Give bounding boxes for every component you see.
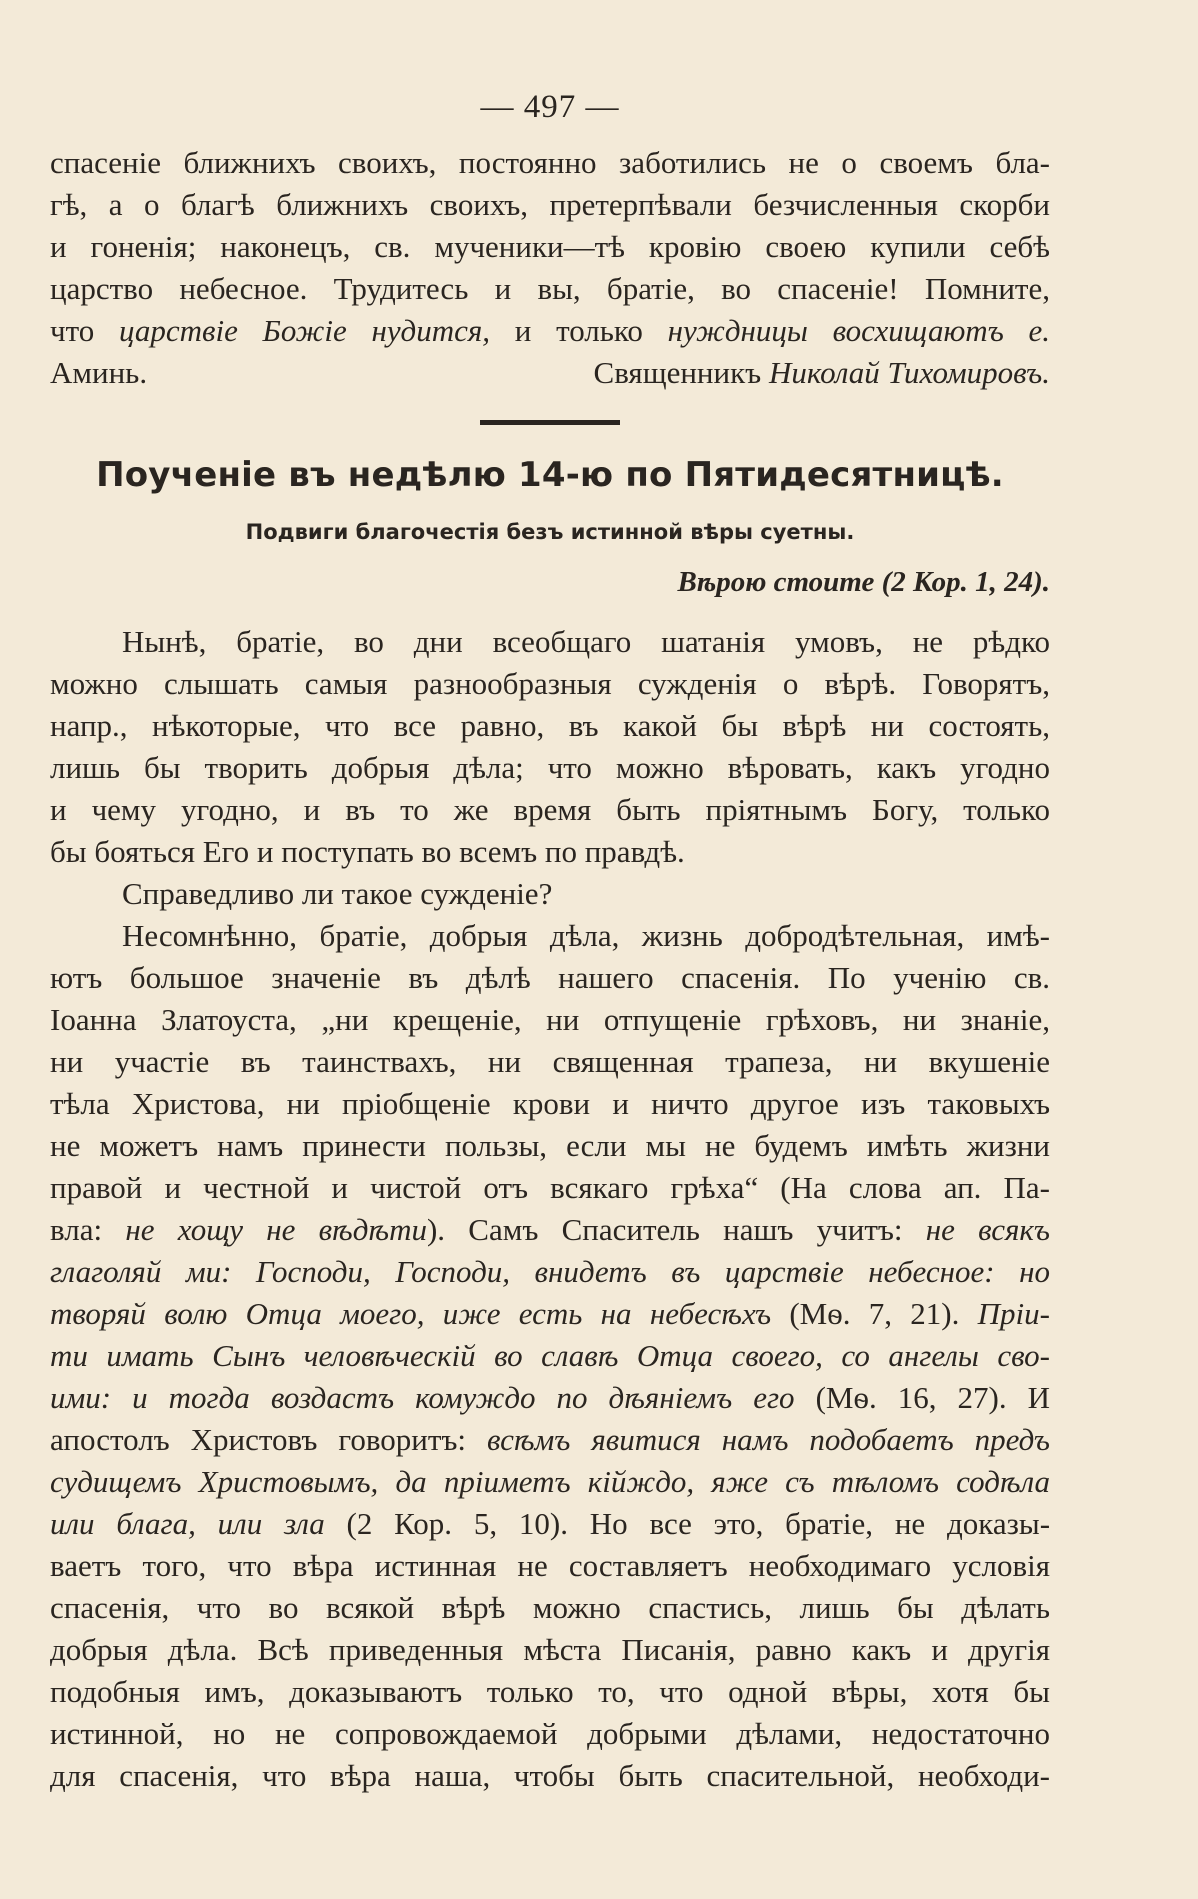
text-run: ). Самъ Спаситель нашъ учитъ: bbox=[426, 1212, 903, 1247]
epigraph-reference: (2 Кор. 1, 24). bbox=[881, 566, 1050, 598]
text-line bbox=[50, 1503, 1050, 1545]
text-line: для спасенія, что вѣра наша, чтобы быть спасительной, необходи- bbox=[50, 1758, 1050, 1793]
scripture-quote: царствіе Божіе нудится, bbox=[118, 313, 491, 348]
scripture-quote: не всякъ bbox=[925, 1212, 1050, 1247]
text-line: добрыя дѣла. Всѣ приведенныя мѣста Писанія, равно какъ и другія bbox=[50, 1632, 1050, 1667]
text-line: ютъ большое значеніе въ дѣлѣ нашего спасенія. По ученію св. bbox=[50, 960, 1050, 995]
text-line: напр., нѣкоторые, что все равно, въ какой бы вѣрѣ ни состоять, bbox=[50, 708, 1050, 743]
text-run: (Мѳ. 16, 27). И bbox=[815, 1380, 1050, 1415]
paragraph-3 bbox=[50, 915, 1050, 1797]
text-line: лишь бы творить добрыя дѣла; что можно вѣровать, какъ угодно bbox=[50, 750, 1050, 785]
text-line: истинной, но не сопровождаемой добрыми дѣлами, недостаточно bbox=[50, 1716, 1050, 1751]
text-line: ти имать Сынъ человѣческій во славѣ Отца своего, со ангелы сво- bbox=[50, 1338, 1050, 1373]
scripture-quote: или блага, или зла bbox=[50, 1506, 325, 1541]
scripture-quote: всѣмъ явитися намъ подобаетъ предъ bbox=[487, 1422, 1050, 1457]
epigraph bbox=[50, 559, 1050, 605]
text-line: правой и честной и чистой отъ всякаго грѣха“ (На слова ап. Па- bbox=[50, 1170, 1050, 1205]
text-line: не можетъ намъ принести пользы, если мы не будемъ имѣть жизни bbox=[50, 1128, 1050, 1163]
text-line: Несомнѣнно, братіе, добрыя дѣла, жизнь добродѣтельная, имѣ- bbox=[122, 918, 1050, 953]
text-line bbox=[50, 1377, 1050, 1419]
text-line: глаголяй ми: Господи, Господи, внидетъ въ царствіе небесное: но bbox=[50, 1254, 1050, 1289]
text-line: гѣ, а о благѣ ближнихъ своихъ, претерпѣвали безчисленныя скорби bbox=[50, 187, 1050, 222]
text-line: судищемъ Христовымъ, да пріиметъ кійждо, яже съ тѣломъ содѣла bbox=[50, 1464, 1050, 1499]
paragraph-1 bbox=[50, 621, 1050, 873]
text-run: вла: bbox=[50, 1212, 103, 1247]
signature-name: Николай Тихомировъ. bbox=[768, 355, 1050, 390]
sermon-subtitle: Подвиги благочестія безъ истинной вѣры суетны. bbox=[245, 520, 855, 544]
text-line: тѣла Христова, ни пріобщеніе крови и ничто другое изъ таковыхъ bbox=[50, 1086, 1050, 1121]
text-run: (2 Кор. 5, 10). Но все это, братіе, не доказы- bbox=[346, 1506, 1050, 1541]
signature-line bbox=[50, 352, 1050, 394]
text-line: подобныя имъ, доказываютъ только то, что одной вѣры, хотя бы bbox=[50, 1674, 1050, 1709]
text-line: и гоненія; наконецъ, св. мученики—тѣ кровію своею купили себѣ bbox=[50, 229, 1050, 264]
signature-title: Священникъ bbox=[593, 355, 762, 390]
text-line: спасеніе ближнихъ своихъ, постоянно заботились не о своемъ бла- bbox=[50, 145, 1050, 180]
signature bbox=[594, 352, 1050, 394]
text-line: ни участіе въ таинствахъ, ни священная трапеза, ни вкушеніе bbox=[50, 1044, 1050, 1079]
text-line bbox=[50, 1419, 1050, 1461]
text-line: бы бояться Его и поступать во всемъ по правдѣ. bbox=[50, 834, 685, 869]
text-line: и чему угодно, и въ то же время быть пріятнымъ Богу, только bbox=[50, 792, 1050, 827]
text-run: апостолъ Христовъ говоритъ: bbox=[50, 1422, 467, 1457]
text-line: Справедливо ли такое сужденіе? bbox=[122, 876, 553, 911]
paragraph-2 bbox=[50, 873, 1050, 915]
epigraph-text: Вѣрою стоите bbox=[677, 566, 875, 598]
scripture-quote: творяй волю Отца моего, иже есть на небесѣхъ bbox=[50, 1296, 772, 1331]
section-divider bbox=[480, 420, 620, 425]
amen-text: Аминь. bbox=[50, 355, 148, 390]
text-line: Нынѣ, братіе, во дни всеобщаго шатанія умовъ, не рѣдко bbox=[122, 624, 1050, 659]
text-line: царство небесное. Трудитесь и вы, братіе, во спасеніе! Помните, bbox=[50, 271, 1050, 306]
text-run: и только bbox=[514, 313, 643, 348]
sermon-title: Поученіе въ недѣлю 14-ю по Пятидесятницѣ. bbox=[96, 455, 1004, 495]
text-line bbox=[50, 1209, 1050, 1251]
scripture-quote: ими: и тогда воздастъ комуждо по дѣяніемъ его bbox=[50, 1380, 795, 1415]
scripture-quote: Пріи- bbox=[977, 1296, 1050, 1331]
intro-paragraph bbox=[50, 142, 1050, 394]
text-run: что bbox=[50, 313, 95, 348]
text-run: (Мѳ. 7, 21). bbox=[789, 1296, 960, 1331]
page-number: — 497 — bbox=[480, 89, 620, 125]
text-line: ваетъ того, что вѣра истинная не составляетъ необходимаго условія bbox=[50, 1548, 1050, 1583]
scripture-quote: не хощу не вѣдѣти bbox=[125, 1212, 427, 1247]
text-line bbox=[50, 1293, 1050, 1335]
text-line bbox=[50, 310, 1050, 352]
scripture-quote: нуждницы восхищаютъ е. bbox=[667, 313, 1050, 348]
text-line: Іоанна Златоуста, „ни крещеніе, ни отпущеніе грѣховъ, ни знаніе, bbox=[50, 1002, 1050, 1037]
text-line: спасенія, что во всякой вѣрѣ можно спастись, лишь бы дѣлать bbox=[50, 1590, 1050, 1625]
text-line: можно слышать самыя разнообразныя сужденія о вѣрѣ. Говорятъ, bbox=[50, 666, 1050, 701]
document-page bbox=[50, 82, 1050, 1797]
